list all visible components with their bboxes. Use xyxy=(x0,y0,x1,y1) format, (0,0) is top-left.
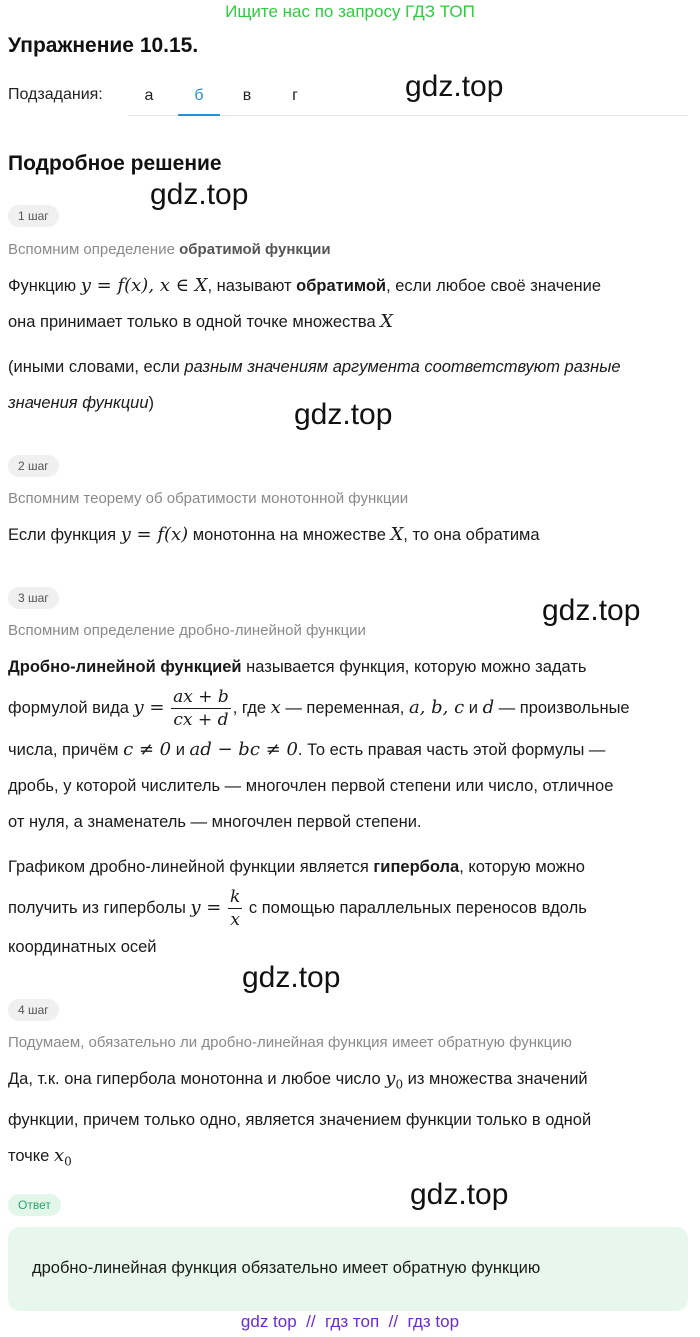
subtasks-label: Подзадания: xyxy=(8,86,103,103)
footer-separator: // xyxy=(388,1312,399,1331)
step-paragraph: Функцию y = f(x), x ∈ X, называют обратимой, если любое своё значение она принимает только в одной точке множества X xyxy=(8,275,602,332)
footer-links xyxy=(0,1312,700,1332)
watermark: gdz.top xyxy=(405,70,504,103)
watermark: gdz.top xyxy=(542,594,641,627)
tab-g[interactable]: г xyxy=(292,87,298,104)
fraction: $\frac{ax + b}{cx + d}$ xyxy=(173,687,229,731)
answer-badge: Ответ xyxy=(8,1194,61,1216)
footer-link[interactable]: gdz top xyxy=(240,1312,297,1331)
step-badge: 1 шаг xyxy=(8,205,59,227)
step-badge: 3 шаг xyxy=(8,587,59,609)
step-hint: Вспомним определение дробно-линейной функции xyxy=(8,622,366,639)
step-hint: Вспомним определение обратимой функции xyxy=(8,241,331,258)
step-paragraph: Если функция y = f(x) монотонна на множестве X, то она обратима xyxy=(8,524,540,545)
tab-a[interactable]: а xyxy=(144,87,154,104)
tab-v[interactable]: в xyxy=(242,87,252,104)
watermark: gdz.top xyxy=(150,178,249,211)
step-paragraph: числа, причём c ≠ 0 и ad − bc ≠ 0. То есть правая часть этой формулы — дробь, у которой числитель — многочлен первой степени или число, отличное от нуля, а знаменатель — многочлен первой степени. xyxy=(8,739,614,831)
page-title: Упражнение 10.15. xyxy=(8,34,199,57)
fraction: $\frac{k}{x}$ xyxy=(229,887,241,931)
watermark: gdz.top xyxy=(410,1178,509,1211)
watermark: gdz.top xyxy=(294,398,393,431)
step-paragraph: Графиком дробно-линейной функции является гипербола, которую можно xyxy=(8,858,585,876)
tab-b[interactable]: б xyxy=(178,76,220,116)
step-paragraph: координатных осей xyxy=(8,938,157,956)
step-hint: Подумаем, обязательно ли дробно-линейная функция имеет обратную функцию xyxy=(8,1034,572,1051)
step-hint: Вспомним теорему об обратимости монотонной функции xyxy=(8,490,409,507)
step-paragraph: получить из гиперболы y = $\frac{k}{x}$ с помощью параллельных переносов вдоль xyxy=(8,887,587,931)
step-badge: 4 шаг xyxy=(8,999,59,1021)
answer-text: дробно-линейная функция обязательно имеет обратную функцию xyxy=(32,1259,541,1277)
step-badge: 2 шаг xyxy=(8,455,59,477)
footer-separator: // xyxy=(306,1312,316,1331)
step-paragraph: формулой вида y = $\frac{ax + b}{cx + d}$ , где x — переменная, a, b, c и d — произвольные xyxy=(8,687,630,731)
section-title: Подробное решение xyxy=(8,152,222,175)
footer-link[interactable]: гдз top xyxy=(407,1312,460,1331)
top-banner: Ищите нас по запросу ГДЗ ТОП xyxy=(225,2,475,21)
step-paragraph: Да, т.к. она гипербола монотонна и любое число $y_0$ из множества значений функции, причем только одно, является значением функции только в одной точке $x_0$ xyxy=(8,1068,592,1169)
answer-box xyxy=(8,1227,688,1311)
watermark: gdz.top xyxy=(242,961,341,994)
footer-link[interactable]: гдз топ xyxy=(325,1312,380,1331)
step-paragraph: Дробно-линейной функцией называется функция, которую можно задать xyxy=(8,658,587,676)
step-paragraph: (иными словами, если разным значениям аргумента соответствуют разные значения функции) xyxy=(8,358,621,412)
